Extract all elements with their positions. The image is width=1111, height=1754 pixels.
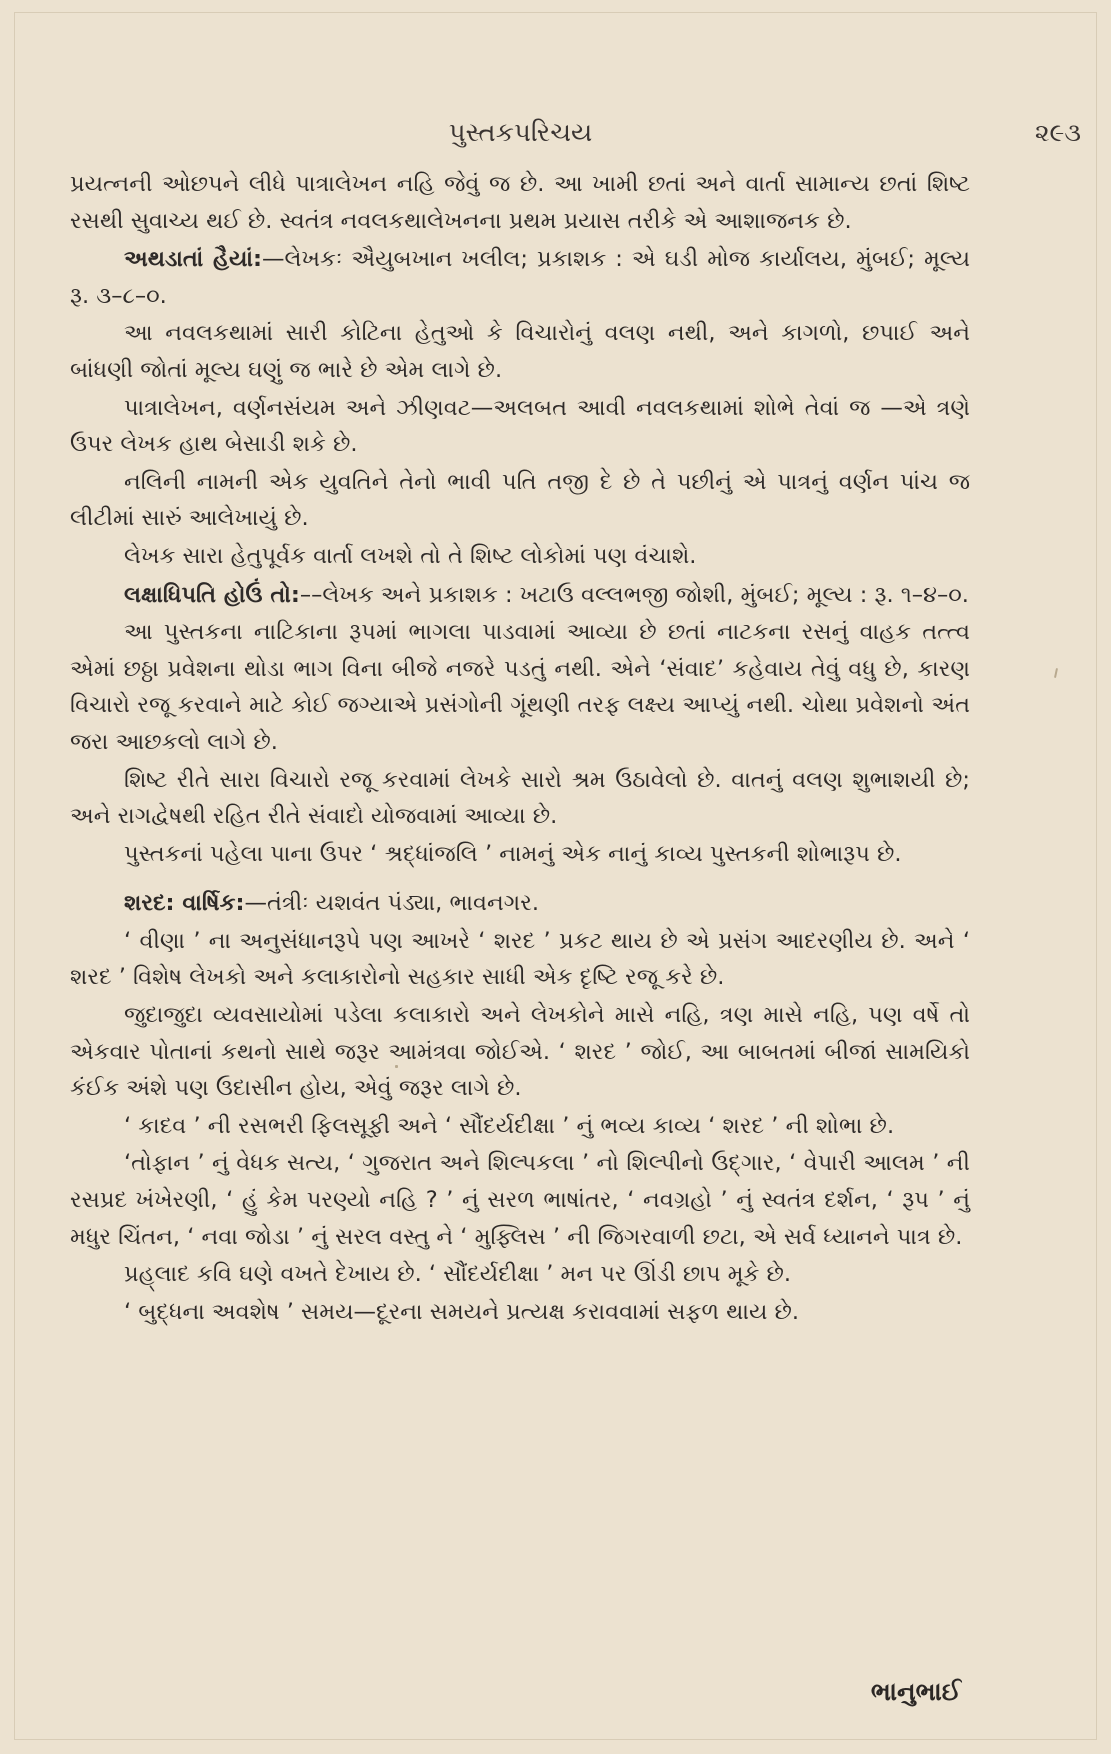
paragraph-7 [70, 614, 970, 760]
paragraph-3 [70, 390, 970, 463]
paragraph-text: ‘ બુદ્ધના અવશેષ ’ સમય—દૂરના સમયને પ્રત્યક્ષ કરાવવામાં સફળ થાય છે. [124, 1298, 800, 1325]
paragraph-5 [70, 538, 970, 575]
paragraph-11 [70, 923, 970, 996]
paragraph-14 [70, 1145, 970, 1255]
paragraph-text: આ નવલકથામાં સારી કોટિના હેતુઓ કે વિચારોનું વલણ નથી, અને કાગળો, છપાઈ અને બાંધણી જોતાં મૂલ્ય ઘણું જ ભારે છે એમ લાગે છે. [70, 320, 970, 383]
paragraph-text: આ પુસ્તકના નાટિકાના રૂપમાં ભાગલા પાડવામાં આવ્યા છે છતાં નાટકના રસનું વાહક તત્ત્વ એમાં છઠ્ઠા પ્રવેશના થોડા ભાગ વિના બીજે નજરે પડતું નથી. એને ‘સંવાદ’ કહેવાય તેવું વધુ છે, કારણ વિચારો રજૂ કરવાને માટે કોઈ જગ્યાએ પ્રસંગોની ગૂંથણી તરફ લક્ષ્ય આપ્યું નથી. ચોથા પ્રવેશનો અંત જરા આછકલો લાગે છે. [70, 619, 970, 755]
paragraph-text: પાત્રાલેખન, વર્ણનસંયમ અને ઝીણવટ—અલબત આવી નવલકથામાં શોભે તેવાં જ —એ ત્રણે ઉપર લેખક હાથ બેસાડી શકે છે. [70, 394, 970, 458]
book-title: અથડાતાં હૈયાં: [124, 246, 262, 273]
paragraph-text: નલિની નામની એક યુવતિને તેનો ભાવી પતિ તજી દે છે તે પછીનું એ પાત્રનું વર્ણન પાંચ જ લીટીમાં સારું આલેખાયું છે. [70, 468, 970, 532]
book-title: લક્ષાધિપતિ હોઉં તો: [124, 581, 300, 608]
review-text [70, 166, 970, 1331]
page-number: ૨૯૩ [1034, 118, 1081, 147]
paragraph-15 [70, 1256, 970, 1293]
paragraph-4 [70, 464, 970, 537]
paragraph-12 [70, 997, 970, 1107]
page-header [70, 118, 1081, 152]
paragraph-text: ‘તોફાન ’ નું વેધક સત્ય, ‘ ગુજરાત અને શિલ્પકલા ’ નો શિલ્પીનો ઉદ્‌ગાર, ‘ વેપારી આલમ ’ ની રસપ્રદ ખંખેરણી, ‘ હું કેમ પરણ્યો નહિ ? ’ નું સરળ ભાષાંતર, ‘ નવગ્રહો ’ નું સ્વતંત્ર દર્શન, ‘ રૂપ ’ નું મધુર ચિંતન, ‘ નવા જોડા ’ નું સરલ વસ્તુ ને ‘ મુફ્લિસ ’ ની જિગરવાળી છટા, એ સર્વ ધ્યાનને પાત્ર છે. [70, 1150, 970, 1250]
book-title: શરદ: વાર્ષિક: [124, 890, 245, 917]
paper-speck [1054, 668, 1058, 678]
book-details: —તંત્રીઃ યશવંત પંડ્યા, ભાવનગર. [244, 890, 539, 917]
paragraph-13 [70, 1108, 970, 1145]
paragraph-16 [70, 1294, 970, 1331]
paragraph-8 [70, 762, 970, 835]
paragraph-text: ‘ કાદવ ’ ની રસભરી ફિલસૂફી અને ‘ સૌંદર્યદીક્ષા ’ નું ભવ્ય કાવ્ય ‘ શરદ ’ ની શોભા છે. [124, 1112, 895, 1139]
paragraph-text: પુસ્તકનાં પહેલા પાના ઉપર ‘ શ્રદ્ધાંજલિ ’ નામનું એક નાનું કાવ્ય પુસ્તકની શોભારૂપ છે. [124, 840, 902, 867]
running-title: પુસ્તકપરિચય [448, 118, 593, 148]
paragraph-2 [70, 315, 970, 388]
book-details: ––લેખક અને પ્રકાશક : ખટાઉ વલ્લભજી જોશી, મુંબઈ; મૂલ્ય : રૂ. ૧–૪–૦. [299, 581, 969, 608]
paragraph-0 [70, 166, 970, 239]
book-entry-lakshadhipati [70, 577, 970, 614]
book-details: —લેખકઃ ઐયુબખાન ખલીલ; પ્રકાશક : એ ઘડી મોજ કાર્યાલય, મુંબઈ; મૂલ્ય રૂ. ૩–૮–૦. [70, 246, 971, 309]
section-gap [70, 873, 970, 883]
paragraph-text: શિષ્ટ રીતે સારા વિચારો રજૂ કરવામાં લેખકે સારો શ્રમ ઉઠાવેલો છે. વાતનું વલણ શુભાશયી છે; અને રાગદ્વેષથી રહિત રીતે સંવાદો યોજવામાં આવ્યા છે. [70, 766, 970, 830]
paragraph-text: પ્રહ્‌લાદ કવિ ઘણે વખતે દેખાય છે. ‘ સૌંદર્યદીક્ષા ’ મન પર ઊંડી છાપ મૂકે છે. [124, 1261, 792, 1288]
paper-speck [395, 1065, 398, 1068]
paragraph-text: જુદાજુદા વ્યવસાયોમાં પડેલા કલાકારો અને લેખકોને માસે નહિ, ત્રણ માસે નહિ, પણ વર્ષે તો એકવાર પોતાનાં કથનો સાથે જરૂર આમંત્રવા જોઈએ. ‘ શરદ ’ જોઈ, આ બાબતમાં બીજાં સામયિકો કંઈક અંશે પણ ઉદાસીન હોય, એવું જરૂર લાગે છે. [70, 1002, 970, 1102]
paragraph-text: પ્રયત્નની ઓછપને લીધે પાત્રાલેખન નહિ જેવું જ છે. આ ખામી છતાં અને વાર્તા સામાન્ય છતાં શિષ્ટ રસથી સુવાચ્ય થઈ છે. સ્વતંત્ર નવલકથાલેખનના પ્રથમ પ્રયાસ તરીકે એ આશાજનક છે. [70, 171, 970, 234]
book-entry-athdatan-haiyan [70, 241, 970, 314]
book-entry-sharad [70, 885, 970, 922]
paragraph-text: ‘ વીણા ’ ના અનુસંધાનરૂપે પણ આખરે ‘ શરદ ’ પ્રકટ થાય છે એ પ્રસંગ આદરણીય છે. અને ‘ શરદ ’ વિશેષ લેખકો અને કલાકારોનો સહકાર સાધી એક દૃષ્ટિ રજૂ કરે છે. [70, 927, 970, 991]
reviewer-signature: ભાનુભાઈ [870, 1677, 961, 1706]
paragraph-9 [70, 836, 970, 873]
paragraph-text: લેખક સારા હેતુપૂર્વક વાર્તા લખશે તો તે શિષ્ટ લોકોમાં પણ વંચાશે. [124, 542, 697, 569]
